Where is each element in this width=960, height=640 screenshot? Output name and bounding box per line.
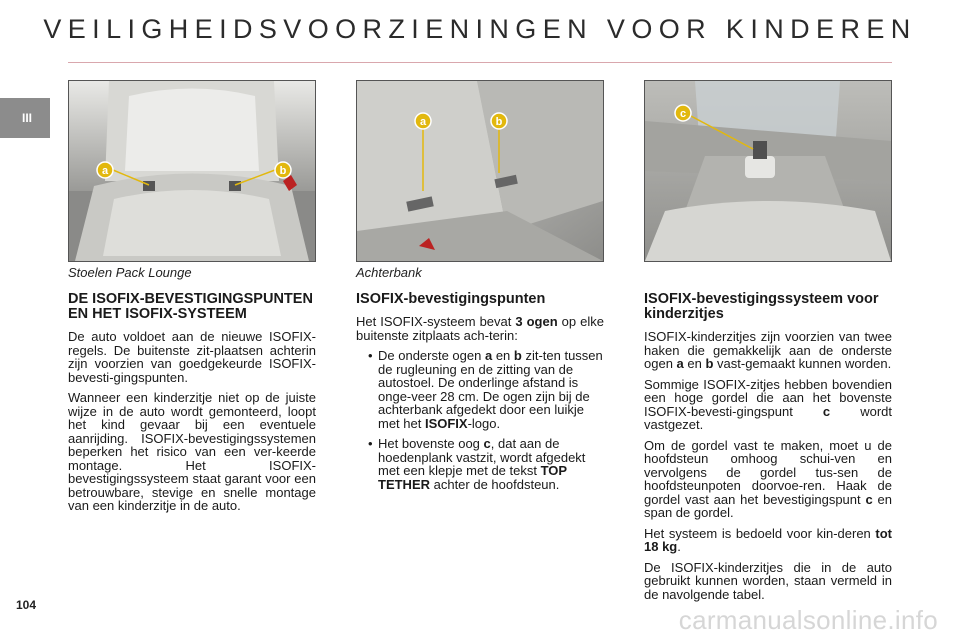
paragraph: Wanneer een kinderzitje niet op de juiste wijze in de auto wordt gemonteerd, loopt het kind gevaar bij een eventuele aanrijding. ISOFIX-bevestigingssystemen beperken het risico van een ver-keerde montage. Het ISOFIX-bevestigingssysteem staat garant voor een betrouwbare, stevige en snelle montage van een kinderzitje in de auto. — [68, 390, 316, 513]
svg-text:b: b — [279, 165, 287, 177]
marker-a — [97, 162, 113, 178]
section-heading: DE ISOFIX-BEVESTIGINGSPUNTEN EN HET ISOFIX-SYSTEEM — [68, 291, 313, 322]
page-title: VEILIGHEIDSVOORZIENINGEN VOOR KINDEREN — [43, 14, 917, 44]
caption-seat-pack-lounge: Stoelen Pack Lounge — [68, 265, 192, 280]
paragraph: Het ISOFIX-systeem bevat 3 ogen op elke buitenste zitplaats ach-terin: — [356, 314, 604, 343]
column-child-seat-system — [644, 292, 892, 608]
watermark: carmanualsonline.info — [678, 605, 938, 635]
chapter-tab: III — [0, 98, 50, 138]
paragraph: De ISOFIX-kinderzitjes die in de auto gebruikt kunnen worden, staan vermeld in de navolgende tabel. — [644, 559, 892, 602]
paragraph: ISOFIX-kinderzitjes zijn voorzien van twee haken die gemakkelijk aan de onderste ogen a en b vast-gemaakt kunnen worden. — [644, 329, 892, 371]
caption-rear-bench: Achterbank — [356, 265, 422, 280]
section-heading: ISOFIX-bevestigingspunten — [356, 291, 546, 307]
marker-b — [491, 113, 507, 129]
list-item: • De onderste ogen a en b zit-ten tussen de rugleuning en de zitting van de autostoel. De onderlinge afstand is onge-veer 28 cm. De ogen zijn bij de achterbank afgedekt door een luikje met het ISOFIX-logo. — [356, 349, 604, 430]
column-anchor-points — [356, 292, 604, 498]
svg-text:a: a — [419, 116, 427, 128]
marker-a — [415, 113, 431, 129]
photo-rear-bench — [356, 80, 604, 262]
title-divider — [68, 62, 892, 63]
paragraph: De auto voldoet aan de nieuwe ISOFIX-regels. De buitenste zit-plaatsen achterin zijn voorzien van goedgekeurde ISOFIX-bevesti-gingspunten. — [68, 329, 316, 385]
section-heading: ISOFIX-bevestigingssysteem voor kinderzitjes — [644, 291, 879, 322]
paragraph: Het systeem is bedoeld voor kin-deren tot 18 kg. — [644, 525, 892, 554]
svg-text:b: b — [495, 116, 503, 128]
anchor-list — [356, 349, 604, 491]
paragraph: Sommige ISOFIX-zitjes hebben bovendien een hoge gordel die aan het bovenste ISOFIX-bevesti-gingspunt c wordt vastgezet. — [644, 376, 892, 432]
marker-b — [275, 162, 291, 178]
marker-c — [675, 105, 691, 121]
page-number: 104 — [16, 598, 37, 612]
photo-top-tether — [644, 80, 892, 262]
list-item: • Het bovenste oog c, dat aan de hoedenplank vastzit, wordt afgedekt met een klepje met de tekst TOP TETHER achter de hoofdsteun. — [356, 437, 604, 491]
svg-text:a: a — [101, 165, 109, 177]
column-intro — [68, 292, 316, 520]
svg-text:c: c — [679, 108, 687, 120]
paragraph: Om de gordel vast te maken, moet u de hoofdsteun omhoog schui-ven en vervolgens de gordel tus-sen de hoofdsteunpoten doorvoe-ren. Haak de gordel vast aan het bevestigingspunt c en span de gordel. — [644, 437, 892, 520]
photo-seat-pack-lounge — [68, 80, 316, 262]
